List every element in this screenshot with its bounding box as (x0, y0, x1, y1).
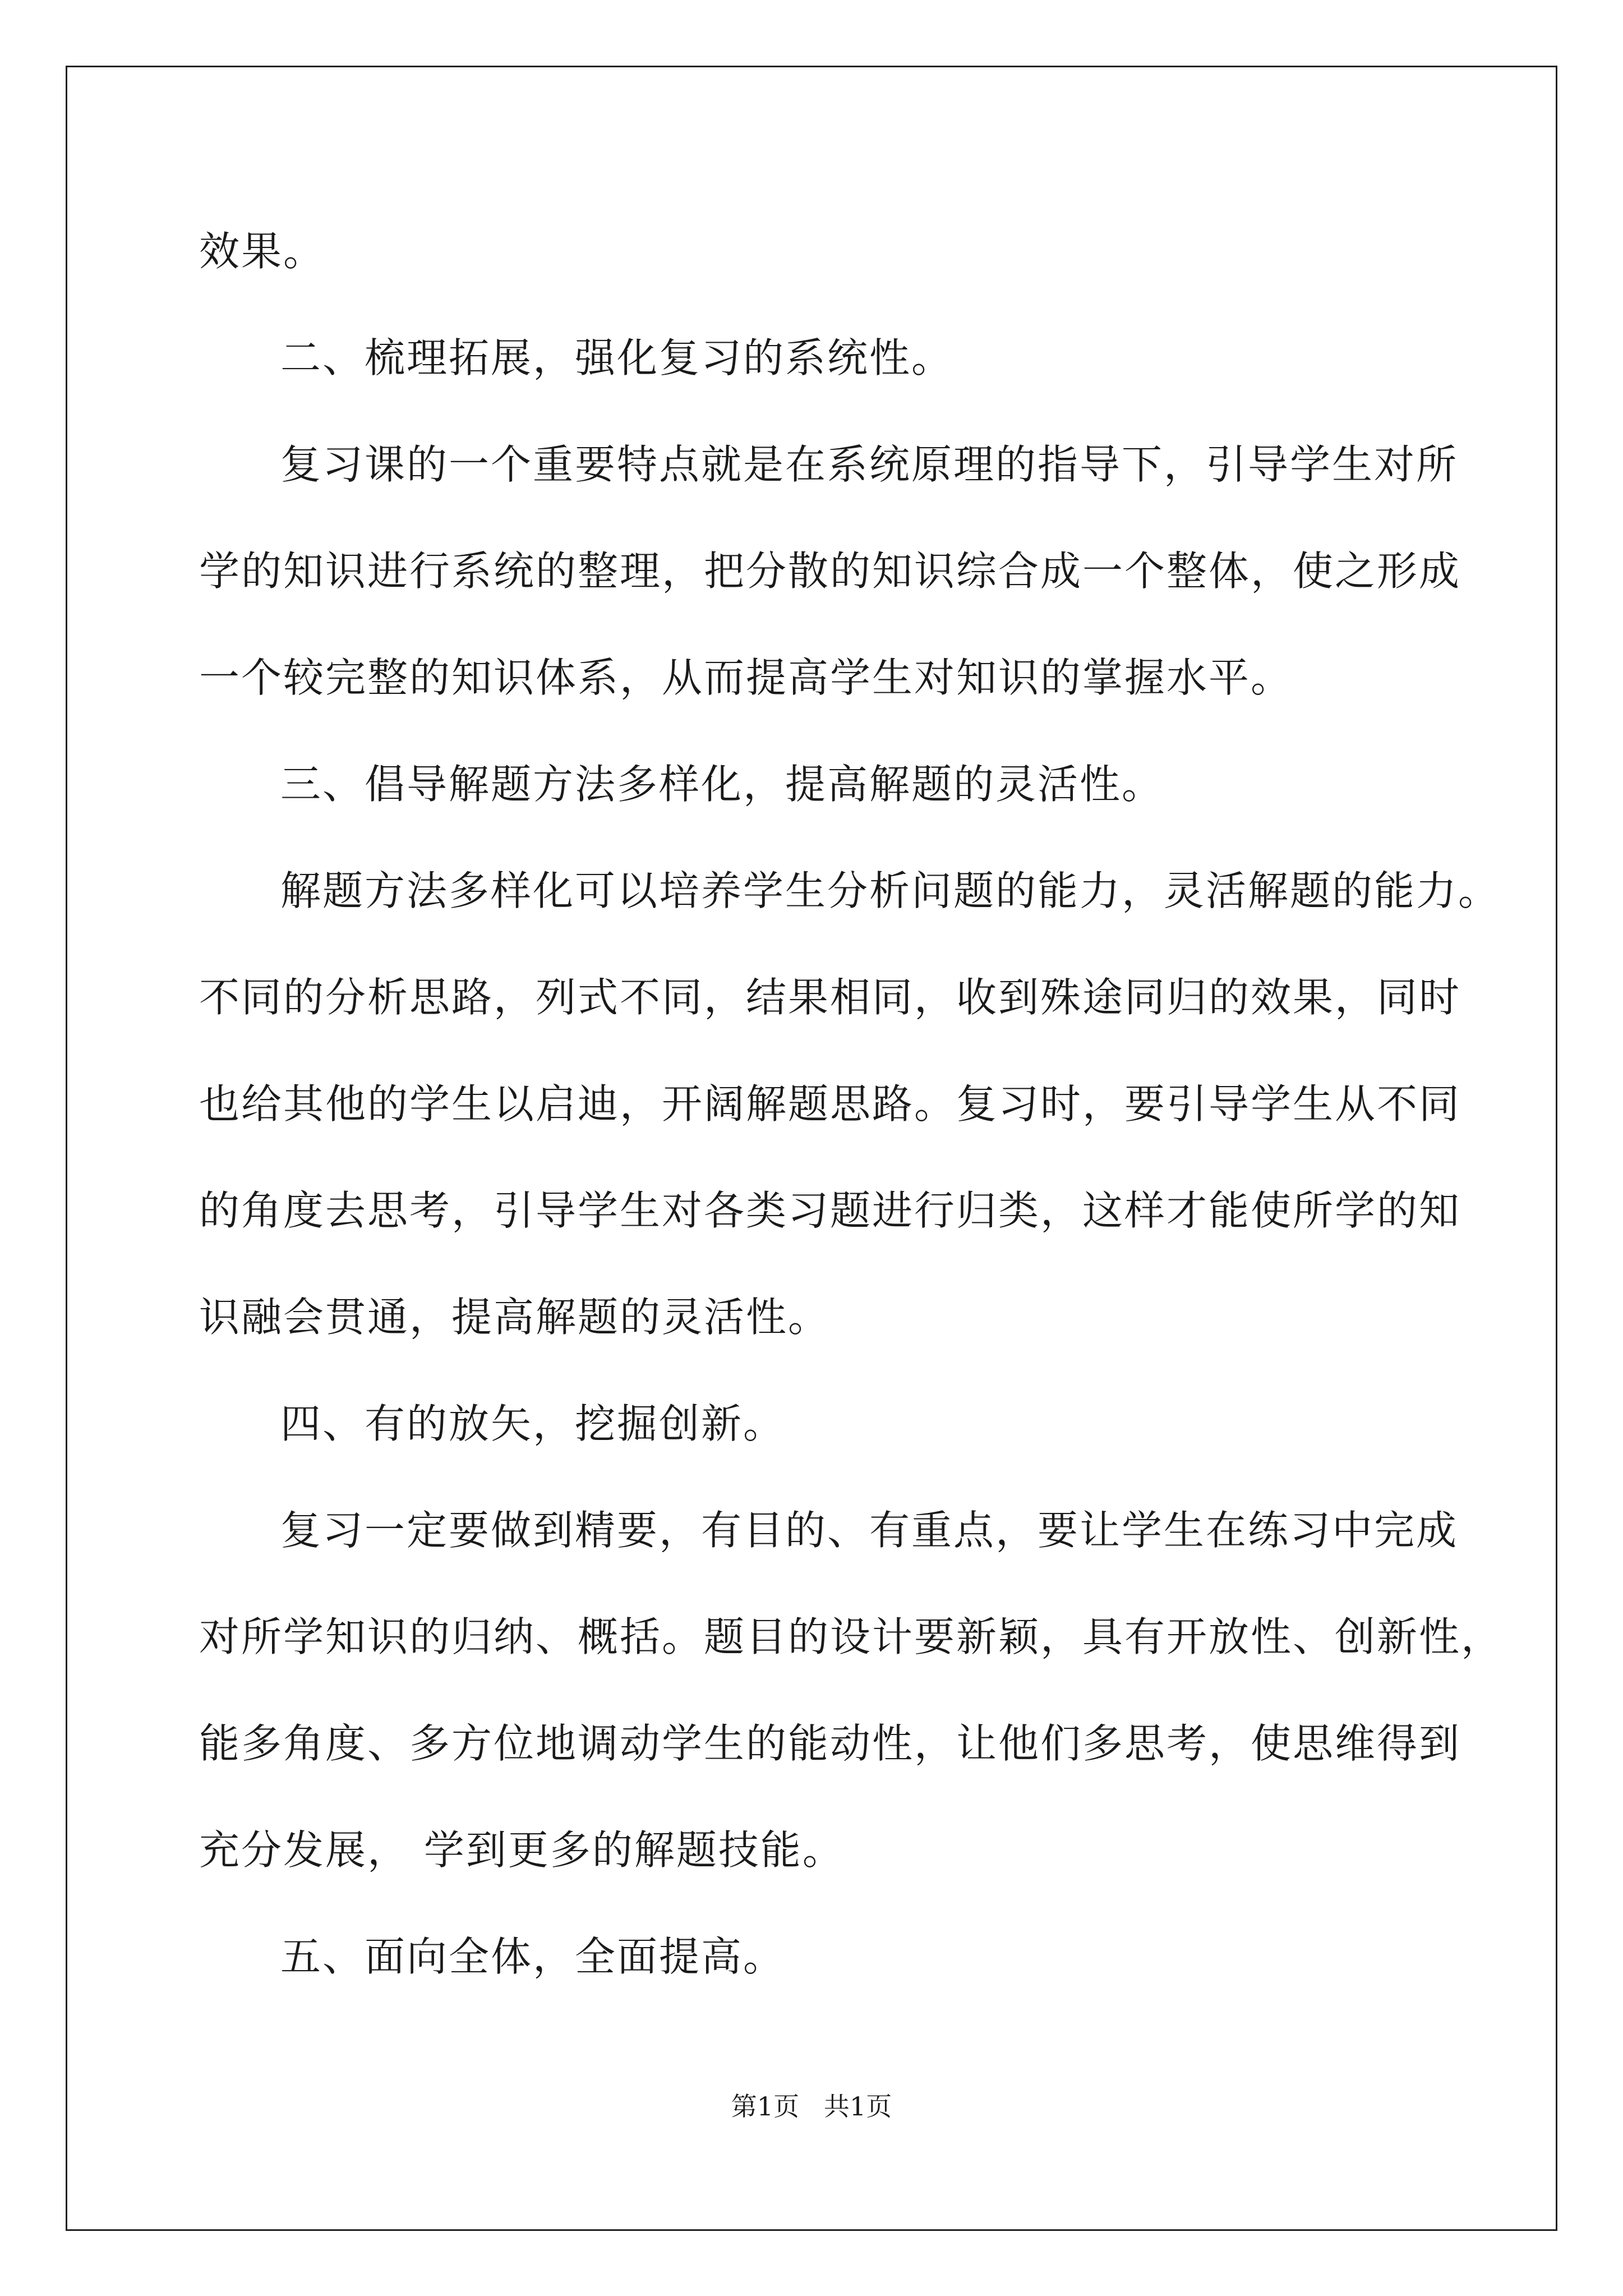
page-number-footer: 第1页 共1页 (731, 2091, 892, 2122)
text-line: 识融会贯通，提高解题的灵活性。 (199, 1294, 831, 1341)
text-line: 效果。 (199, 228, 326, 275)
section-heading: 三、倡导解题方法多样化，提高解题的灵活性。 (280, 761, 1164, 808)
text-line: 也给其他的学生以启迪，开阔解题思路。复习时，要引导学生从不同 (199, 1080, 1461, 1128)
text-line: 一个较完整的知识体系，从而提高学生对知识的掌握水平。 (199, 654, 1293, 701)
text-line: 的角度去思考，引导学生对各类习题进行归类，这样才能使所学的知 (199, 1187, 1461, 1234)
section-heading: 五、面向全体，全面提高。 (280, 1933, 786, 1980)
page-border (66, 66, 1557, 2231)
text-line: 对所学知识的归纳、概括。题目的设计要新颖，具有开放性、创新性， (199, 1613, 1504, 1660)
section-heading: 二、梳理拓展，强化复习的系统性。 (280, 334, 954, 381)
text-line: 解题方法多样化可以培养学生分析问题的能力，灵活解题的能力。 (280, 867, 1501, 914)
text-line: 学的知识进行系统的整理，把分散的知识综合成一个整体，使之形成 (199, 547, 1461, 595)
text-line: 能多角度、多方位地调动学生的能动性，让他们多思考，使思维得到 (199, 1720, 1461, 1767)
text-line: 复习课的一个重要特点就是在系统原理的指导下，引导学生对所 (280, 441, 1459, 488)
text-line: 不同的分析思路，列式不同，结果相同，收到殊途同归的效果，同时 (199, 974, 1461, 1021)
text-line: 复习一定要做到精要，有目的、有重点，要让学生在练习中完成 (280, 1507, 1459, 1554)
section-heading: 四、有的放矢，挖掘创新。 (280, 1400, 786, 1447)
text-line: 充分发展， 学到更多的解题技能。 (199, 1826, 845, 1874)
